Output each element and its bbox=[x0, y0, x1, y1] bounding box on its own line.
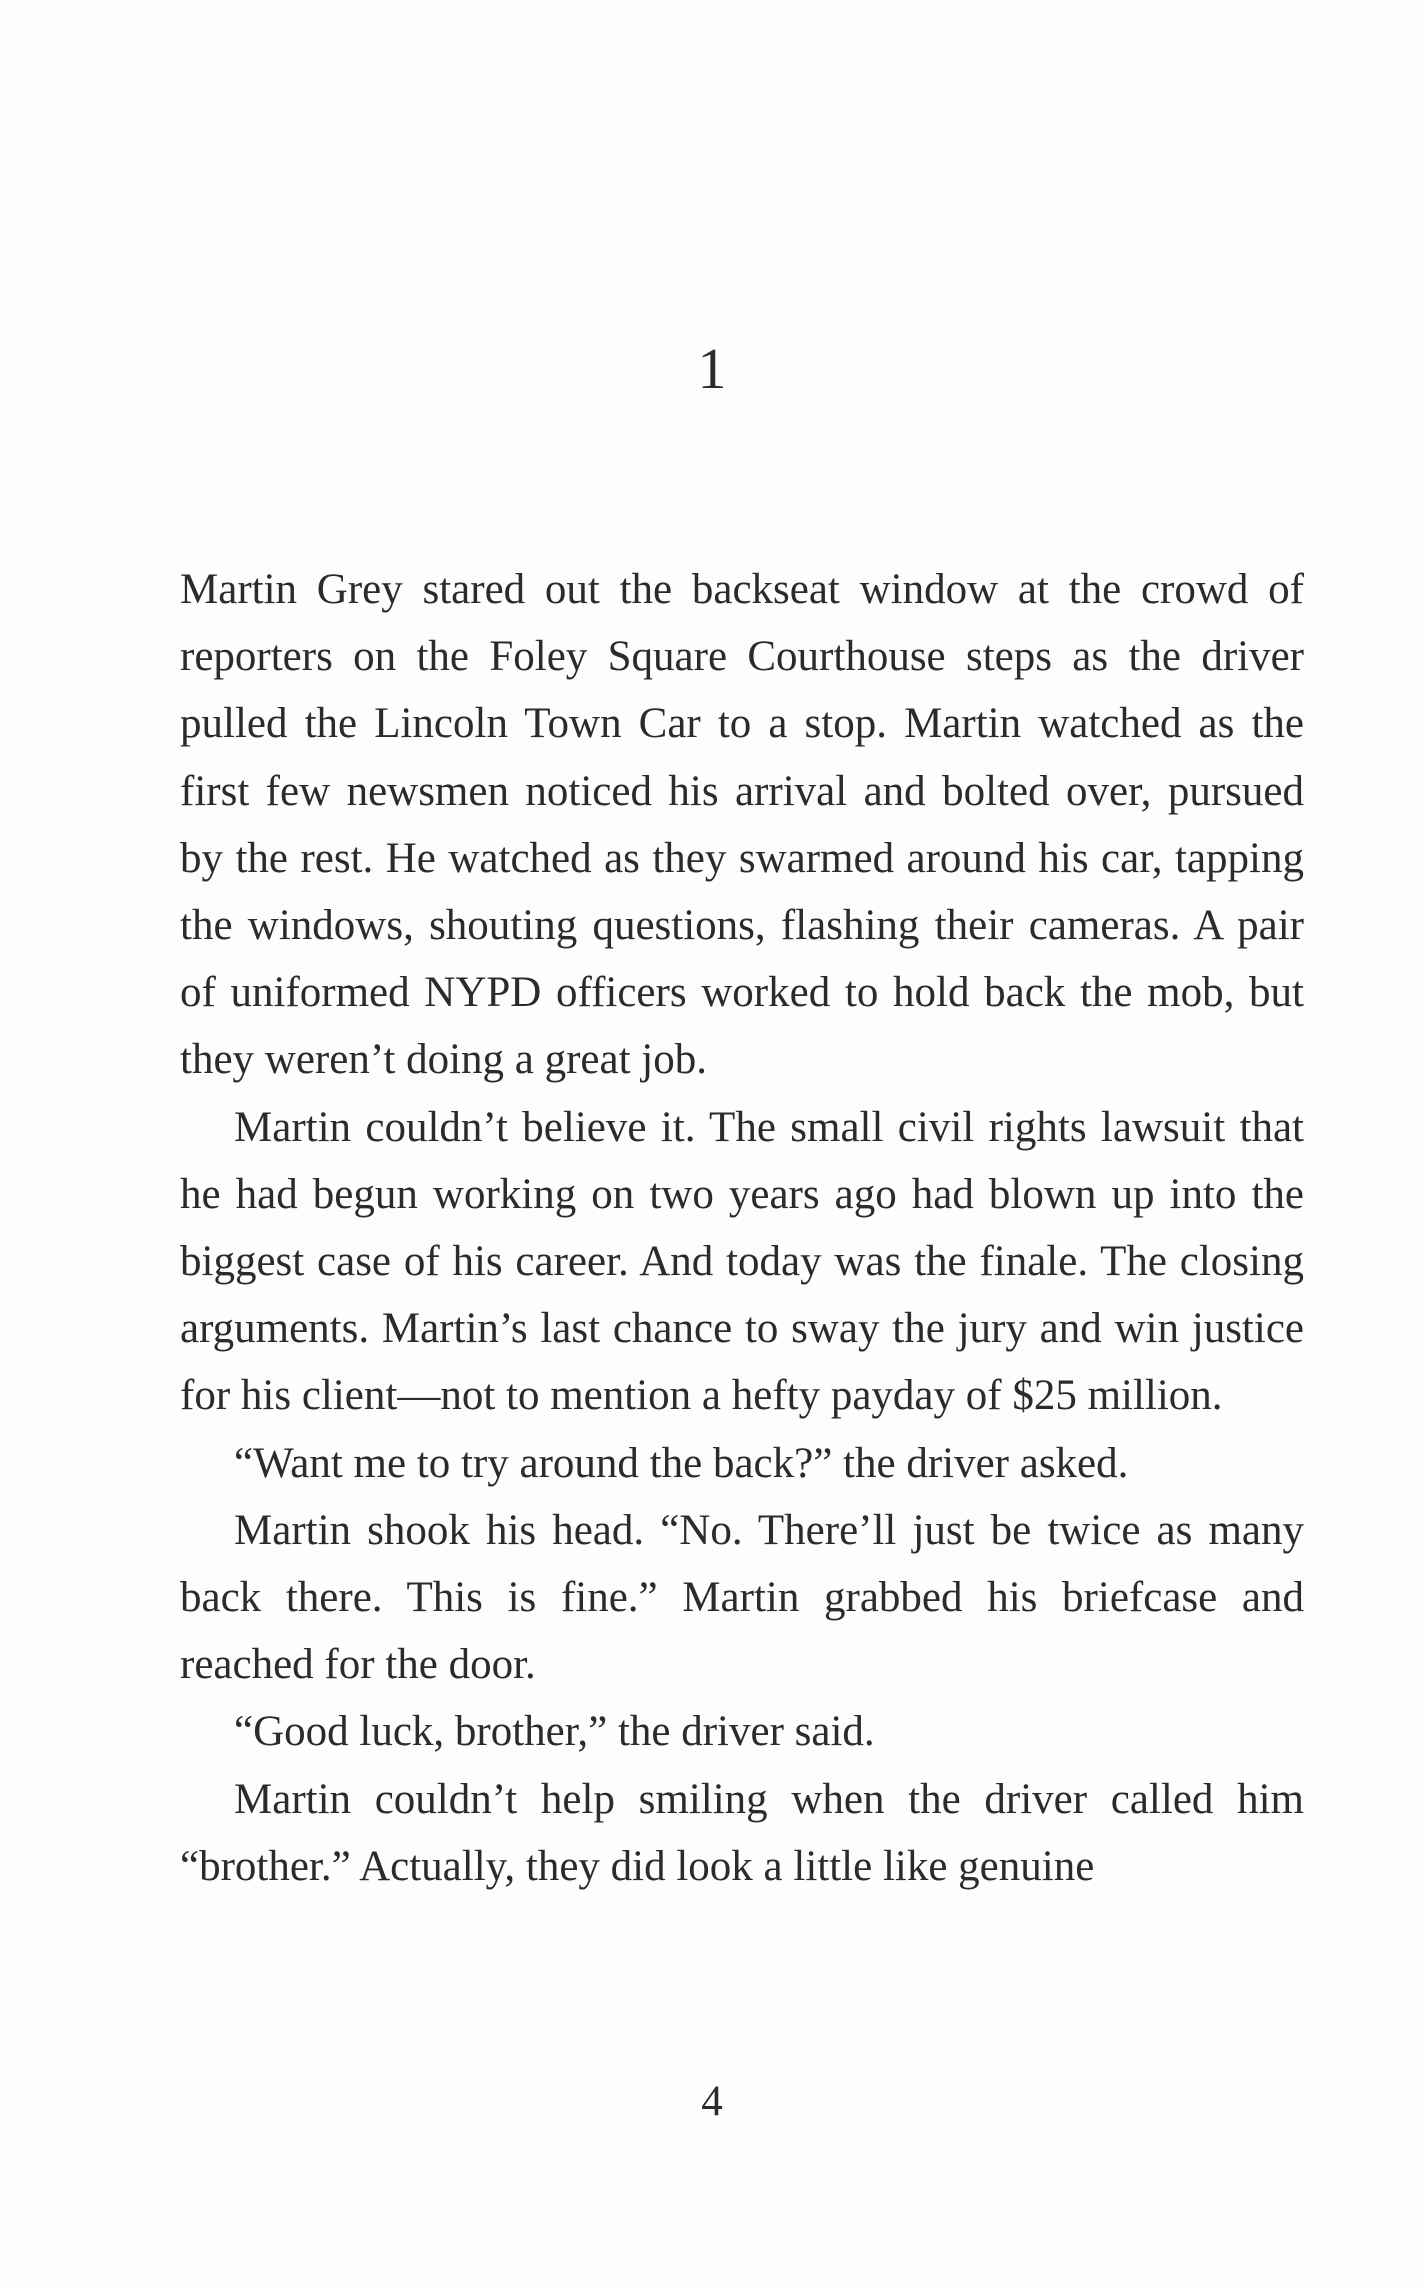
paragraph: “Good luck, brother,” the driver said. bbox=[234, 1708, 875, 1756]
paragraph: “Want me to try around the back?” the driver asked. bbox=[234, 1439, 1129, 1487]
paragraph: Martin couldn’t believe it. The small civil rights lawsuit that he had begun working on two years ago had blown up into the biggest case of his career. And today was the finale. The closing arguments. Martin’s last chance to sway the jury and win justice for his client—not to mention a hefty payday of $25 million. bbox=[180, 1103, 1304, 1420]
chapter-number: 1 bbox=[697, 336, 727, 401]
paragraph: Martin shook his head. “No. There’ll just be twice as many back there. This is fine.” Martin grabbed his briefcase and reached for the door. bbox=[180, 1506, 1304, 1689]
page-number: 4 bbox=[701, 2078, 723, 2125]
paragraph: Martin couldn’t help smiling when the driver called him “brother.” Actually, they did look a little like genuine bbox=[180, 1775, 1304, 1890]
body-text bbox=[180, 556, 1304, 1900]
paragraph: Martin Grey stared out the backseat window at the crowd of reporters on the Foley Square Courthouse steps as the driver pulled the Lincoln Town Car to a stop. Martin watched as the first few newsmen noticed his arrival and bolted over, pursued by the rest. He watched as they swarmed around his car, tapping the windows, shouting questions, flashing their cameras. A pair of uniformed NYPD officers worked to hold back the mob, but they weren’t doing a great job. bbox=[180, 566, 1304, 1084]
